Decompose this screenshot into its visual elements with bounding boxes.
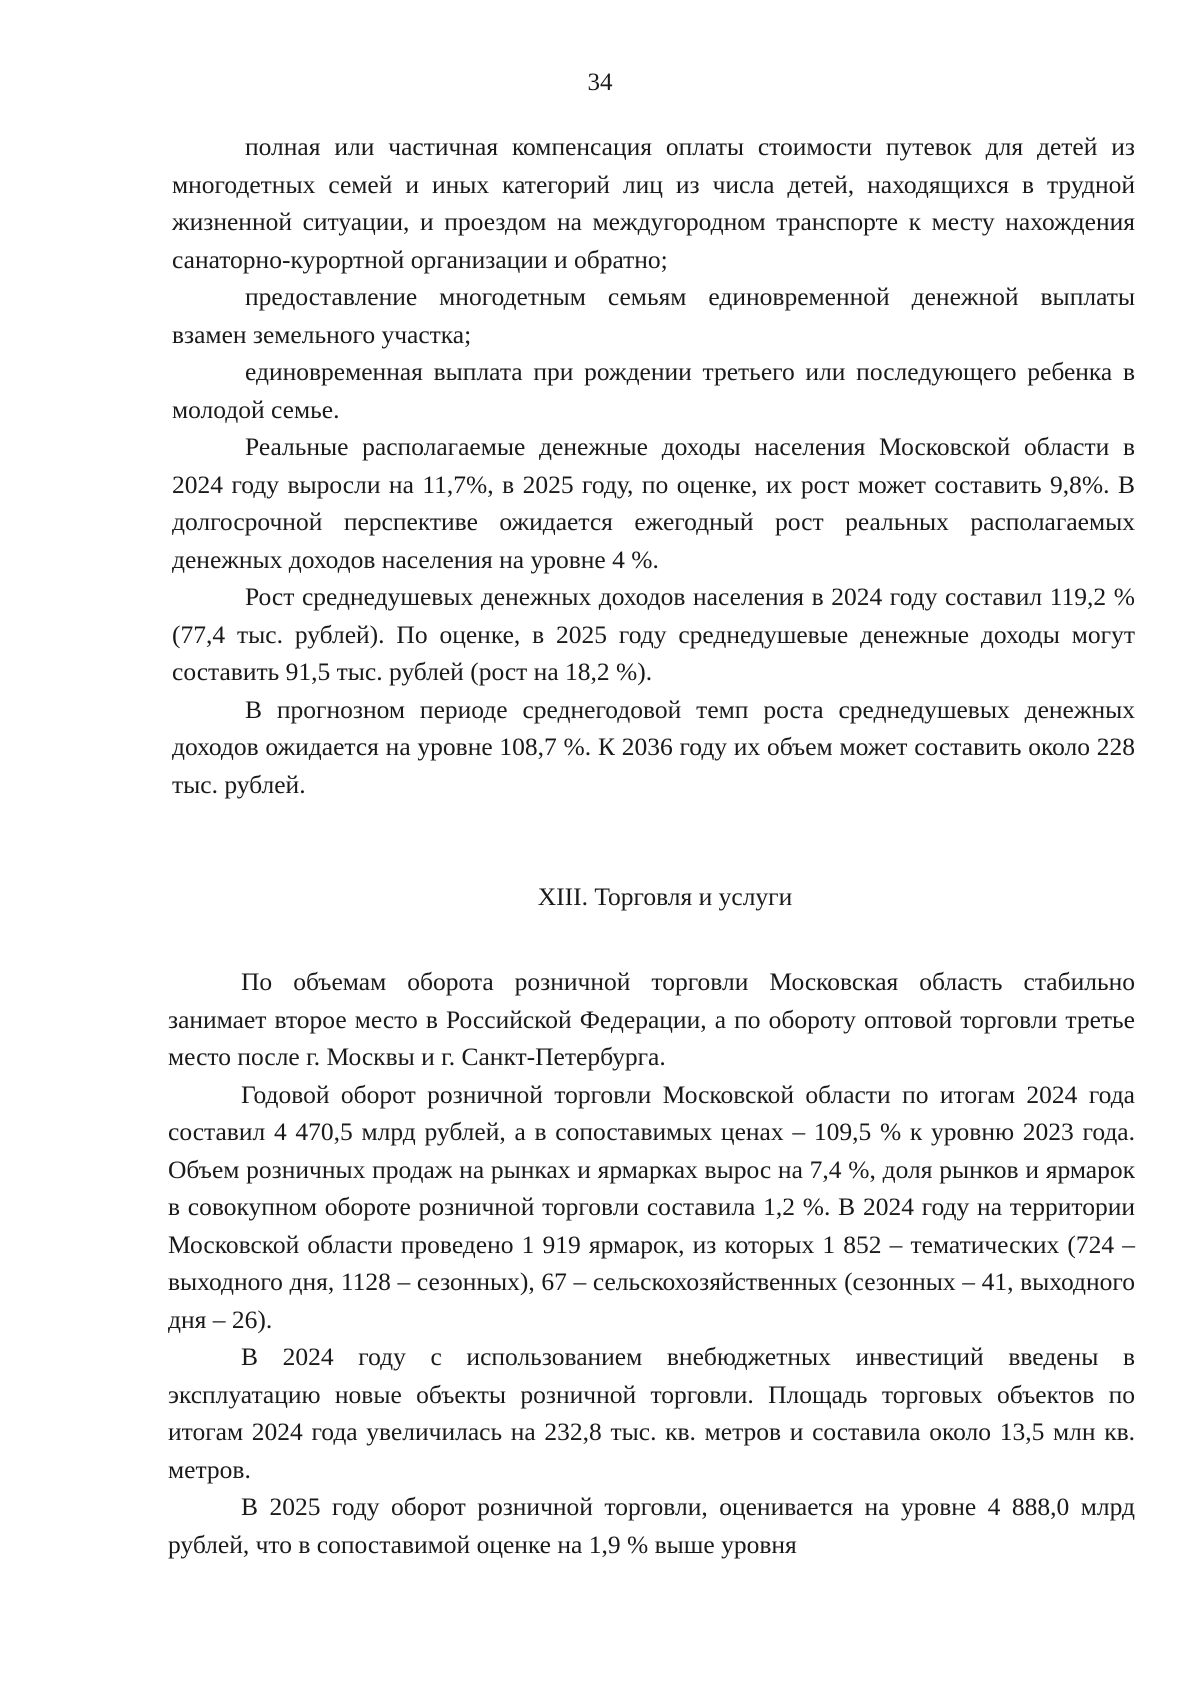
- paragraph-per-capita-income: Рост среднедушевых денежных доходов населения в 2024 году составил 119,2 % (77,4 тыс. рублей). По оценке, в 2025 году среднедушевые денежные доходы могут составить 91,5 тыс. рублей (рост на 18,2 %).: [172, 582, 1135, 686]
- page-number: 34: [587, 69, 613, 96]
- paragraph-income-forecast: В прогнозном периоде среднегодовой темп роста среднедушевых денежных доходов ожидается на уровне 108,7 %. К 2036 году их объем может составить около 228 тыс. рублей.: [172, 694, 1135, 799]
- paragraph-land-payment: предоставление многодетным семьям единовременной денежной выплаты взамен земельного участка;: [172, 282, 1135, 349]
- paragraph-voucher-compensation: полная или частичная компенсация оплаты стоимости путевок для детей из многодетных семей и иных категорий лиц из числа детей, находящихся в трудной жизненной ситуации, и проездом на междугородном транспорте к месту нахождения санаторно-курортной организации и обратно;: [172, 132, 1135, 274]
- text-block-trade: [168, 963, 1135, 1563]
- paragraph-real-income: Реальные располагаемые денежные доходы населения Московской области в 2024 году выросли на 11,7%, в 2025 году, по оценке, их рост может составить 9,8%. В долгосрочной перспективе ожидается ежегодный рост реальных располагаемых денежных доходов населения на уровне 4 %.: [172, 432, 1135, 574]
- paragraph-trade-ranking: По объемам оборота розничной торговли Московская область стабильно занимает второе место в Российской Федерации, а по обороту оптовой торговли третье место после г. Москвы и г. Санкт-Петербурга.: [168, 967, 1135, 1071]
- paragraph-retail-turnover-2025: В 2025 году оборот розничной торговли, оценивается на уровне 4 888,0 млрд рублей, что в сопоставимой оценке на 1,9 % выше уровня: [168, 1492, 1135, 1559]
- section-heading: XIII. Торговля и услуги: [537, 882, 793, 911]
- paragraph-third-child-payment: единовременная выплата при рождении третьего или последующего ребенка в молодой семье.: [172, 357, 1135, 424]
- paragraph-retail-facilities: В 2024 году с использованием внебюджетных инвестиций введены в эксплуатацию новые объекты розничной торговли. Площадь торговых объектов по итогам 2024 года увеличилась на 232,8 тыс. кв. метров и составила около 13,5 млн кв. метров.: [168, 1342, 1135, 1484]
- paragraph-retail-turnover-2024: Годовой оборот розничной торговли Московской области по итогам 2024 года составил 4 470,5 млрд рублей, а в сопоставимых ценах – 109,5 % к уровню 2023 года. Объем розничных продаж на рынках и ярмарках вырос на 7,4 %, доля рынков и ярмарок в совокупном обороте розничной торговли составила 1,2 %. В 2024 году на территории Московской области проведено 1 919 ярмарок, из которых 1 852 – тематических (724 – выходного дня, 1128 – сезонных), 67 – сельскохозяйственных (сезонных – 41, выходного дня – 26).: [168, 1079, 1135, 1334]
- text-block-social-income: [172, 128, 1135, 803]
